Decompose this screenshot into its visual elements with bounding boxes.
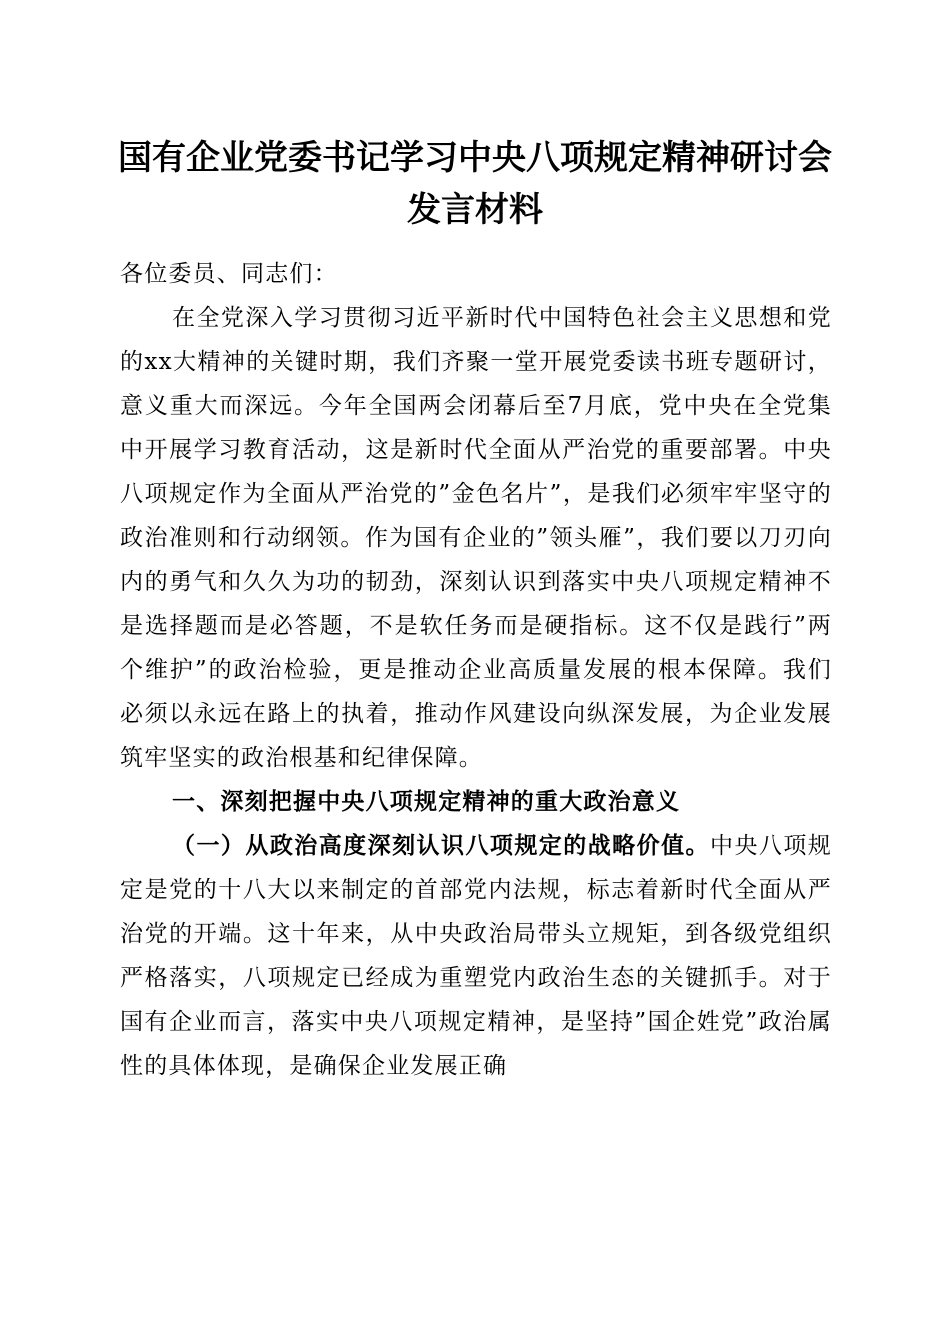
- section-heading: 一、深刻把握中央八项规定精神的重大政治意义: [172, 789, 681, 815]
- subsection-title: （一）从政治高度深刻认识八项规定的战略价值。: [172, 832, 710, 859]
- subsection-text: 中央八项规定是党的十八大以来制定的首部党内法规，标志着新时代全面从严治党的开端。这十年来，从中央政治局带头立规矩，到各级党组织严格落实，八项规定已经成为重塑党内政治生态的关键抓手。对于国有企业而言，落实中央八项规定精神，是坚持”国企姓党”政治属性的具体体现，是确保企业发展正确: [120, 833, 832, 1079]
- document-title: 国有企业党委书记学习中央八项规定精神研讨会发言材料: [118, 138, 832, 230]
- subsection-paragraph: [120, 824, 832, 1088]
- document-body: [120, 252, 832, 1088]
- paragraph-intro: 在全党深入学习贯彻习近平新时代中国特色社会主义思想和党的xx大精神的关键时期，我们齐聚一堂开展党委读书班专题研讨，意义重大而深远。今年全国两会闭幕后至7月底，党中央在全党集中开展学习教育活动，这是新时代全面从严治党的重要部署。中央八项规定作为全面从严治党的”金色名片”，是我们必须牢牢坚守的政治准则和行动纲领。作为国有企业的”领头雁”，我们要以刀刃向内的勇气和久久为功的韧劲，深刻认识到落实中央八项规定精神不是选择题而是必答题，不是软任务而是硬指标。这不仅是践行”两个维护”的政治检验，更是推动企业高质量发展的根本保障。我们必须以永远在路上的执着，推动作风建设向纵深发展，为企业发展筑牢坚实的政治根基和纪律保障。: [120, 305, 832, 771]
- salutation: 各位委员、同志们：: [120, 261, 338, 287]
